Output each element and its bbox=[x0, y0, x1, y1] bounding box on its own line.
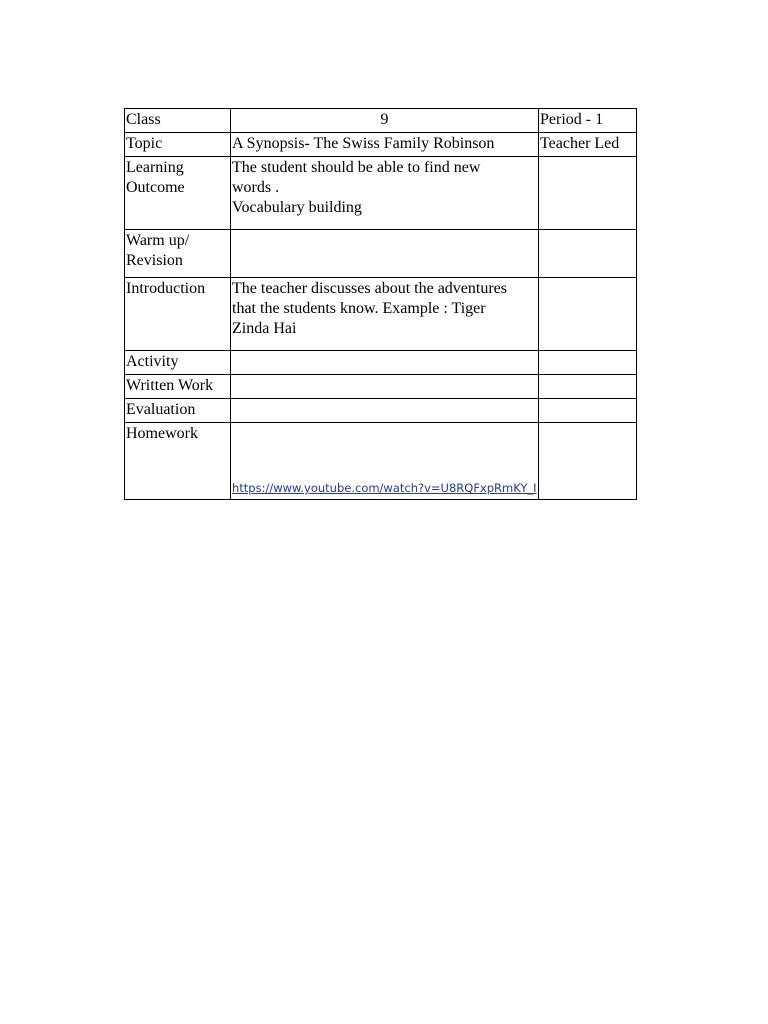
introduction-line2: that the students know. Example : Tiger bbox=[232, 300, 486, 317]
introduction-value bbox=[231, 278, 539, 351]
learning-outcome-label-line2: Outcome bbox=[126, 179, 185, 196]
evaluation-value bbox=[231, 399, 539, 423]
topic-note: Teacher Led bbox=[539, 133, 637, 157]
introduction-row bbox=[125, 278, 637, 351]
learning-outcome-note bbox=[539, 157, 637, 230]
period-value: Period - 1 bbox=[539, 109, 637, 133]
activity-note bbox=[539, 351, 637, 375]
learning-outcome-line1: The student should be able to find new bbox=[232, 159, 481, 176]
evaluation-row bbox=[125, 399, 637, 423]
warm-up-note bbox=[539, 230, 637, 278]
activity-value bbox=[231, 351, 539, 375]
class-label: Class bbox=[125, 109, 231, 133]
warm-up-value bbox=[231, 230, 539, 278]
topic-row bbox=[125, 133, 637, 157]
class-row bbox=[125, 109, 637, 133]
introduction-label: Introduction bbox=[125, 278, 231, 351]
homework-label: Homework bbox=[125, 423, 231, 500]
learning-outcome-label bbox=[125, 157, 231, 230]
learning-outcome-line3: Vocabulary building bbox=[232, 199, 362, 216]
introduction-line1: The teacher discusses about the adventures bbox=[232, 280, 508, 297]
activity-row bbox=[125, 351, 637, 375]
evaluation-note bbox=[539, 399, 637, 423]
warm-up-row bbox=[125, 230, 637, 278]
topic-label: Topic bbox=[125, 133, 231, 157]
class-value: 9 bbox=[231, 109, 539, 133]
warm-up-label-line2: Revision bbox=[126, 252, 183, 269]
topic-value: A Synopsis- The Swiss Family Robinson bbox=[231, 133, 539, 157]
homework-link[interactable]: https://www.youtube.com/watch?v=U8RQFxpRmKY_I bbox=[232, 481, 537, 495]
activity-label: Activity bbox=[125, 351, 231, 375]
introduction-note bbox=[539, 278, 637, 351]
homework-value bbox=[231, 423, 539, 500]
written-work-note bbox=[539, 375, 637, 399]
learning-outcome-row bbox=[125, 157, 637, 230]
introduction-line3: Zinda Hai bbox=[232, 320, 297, 337]
homework-row bbox=[125, 423, 637, 500]
written-work-label: Written Work bbox=[125, 375, 231, 399]
evaluation-label: Evaluation bbox=[125, 399, 231, 423]
learning-outcome-label-line1: Learning bbox=[126, 159, 184, 176]
warm-up-label bbox=[125, 230, 231, 278]
written-work-value bbox=[231, 375, 539, 399]
lesson-plan-table bbox=[124, 108, 637, 500]
warm-up-label-line1: Warm up/ bbox=[126, 232, 190, 249]
homework-note bbox=[539, 423, 637, 500]
learning-outcome-value bbox=[231, 157, 539, 230]
learning-outcome-line2: words . bbox=[232, 179, 280, 196]
written-work-row bbox=[125, 375, 637, 399]
